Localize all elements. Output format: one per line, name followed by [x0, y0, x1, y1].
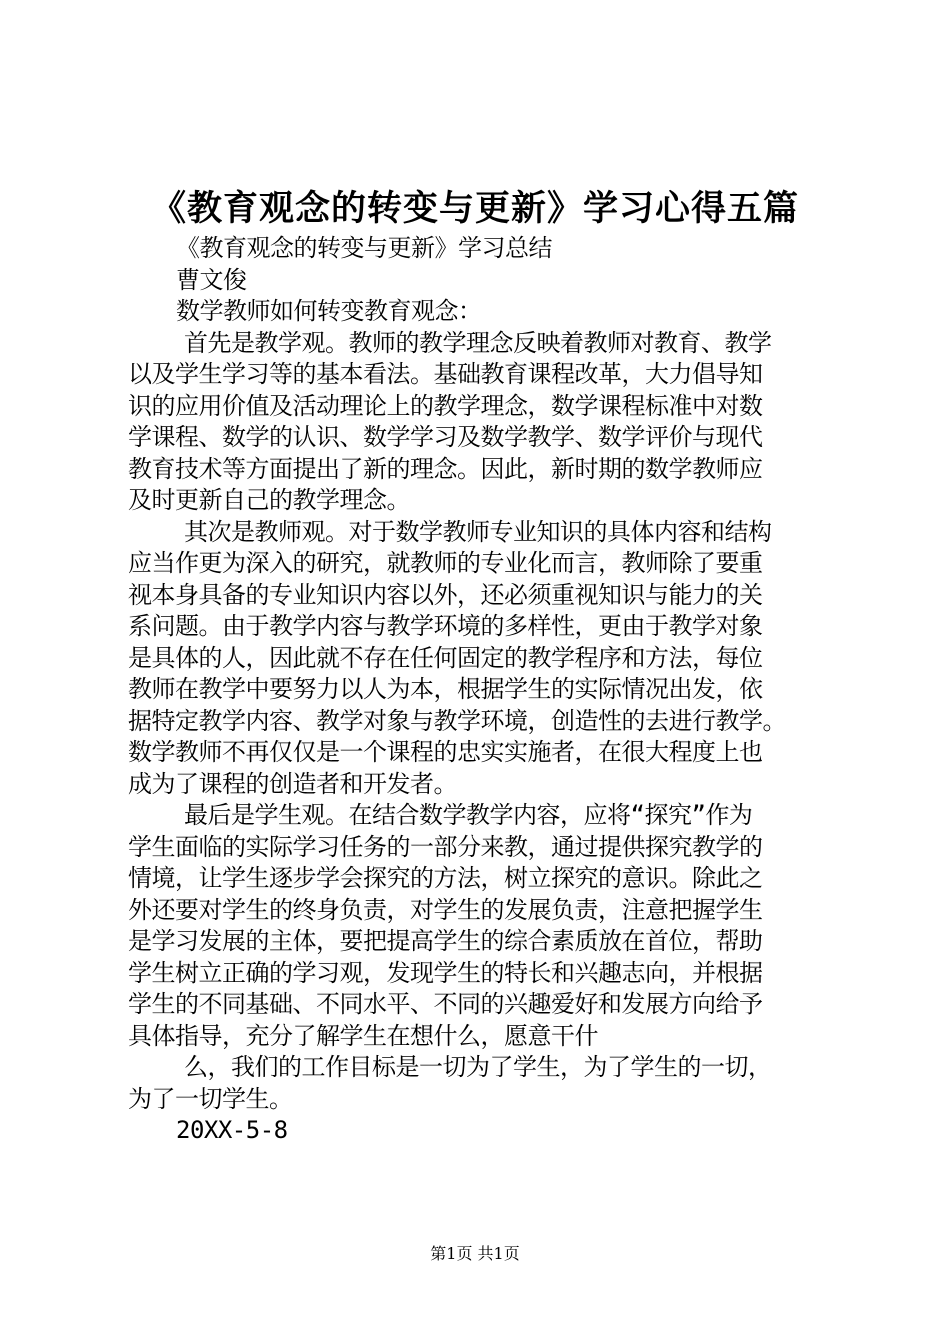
paragraph-line: 数学教师不再仅仅是一个课程的忠实实施者，在很大程度上也	[128, 738, 763, 766]
paragraph-teaching-view	[128, 328, 848, 517]
section-question: 数学教师如何转变教育观念：	[176, 297, 482, 325]
paragraph-line: 教育技术等方面提出了新的理念。因此，新时期的数学教师应	[128, 454, 763, 483]
paragraph-line: 是学习发展的主体，要把提高学生的综合素质放在首位，帮助	[128, 927, 763, 955]
paragraph-line: 以及学生学习等的基本看法。基础教育课程改革，大力倡导知	[128, 360, 763, 388]
paragraph-teacher-view	[128, 517, 848, 801]
paragraph-line: 识的应用价值及活动理论上的教学理念，数学课程标准中对数	[128, 391, 763, 420]
paragraph-line: 学生面临的实际学习任务的一部分来教，通过提供探究教学的	[128, 832, 763, 861]
paragraph-student-view	[128, 800, 848, 1052]
document-title: 《教育观念的转变与更新》学习心得五篇	[150, 188, 799, 229]
paragraph-line: 系问题。由于教学内容与教学环境的多样性，更由于教学对象	[128, 612, 763, 640]
paragraph-line: 是具体的人，因此就不存在任何固定的教学程序和方法，每位	[128, 643, 763, 672]
paragraph-line: 具体指导，充分了解学生在想什么，愿意干什	[128, 1021, 598, 1050]
summary-heading: 《教育观念的转变与更新》学习总结	[176, 234, 552, 262]
paragraph-line: 最后是学生观。在结合数学教学内容，应将“探究”作为	[184, 801, 753, 829]
paragraph-line: 情境，让学生逐步学会探究的方法，树立探究的意识。除此之	[128, 864, 763, 892]
paragraph-line: 学生树立正确的学习观，发现学生的特长和兴趣志向，并根据	[128, 958, 763, 987]
paragraph-line: 么，我们的工作目标是一切为了学生，为了学生的一切，	[184, 1053, 772, 1081]
paragraph-line: 及时更新自己的教学理念。	[128, 486, 410, 514]
paragraph-line: 外还要对学生的终身负责，对学生的发展负责，注意把握学生	[128, 895, 763, 924]
paragraph-line: 首先是教学观。教师的教学理念反映着教师对教育、教学	[184, 328, 772, 357]
paragraph-line: 学课程、数学的认识、数学学习及数学教学、数学评价与现代	[128, 423, 763, 451]
document-body	[128, 233, 848, 1147]
paragraph-line: 视本身具备的专业知识内容以外，还必须重视知识与能力的关	[128, 580, 763, 609]
paragraph-conclusion	[128, 1052, 848, 1115]
document-date: 20XX-5-8	[176, 1116, 288, 1144]
paragraph-line: 据特定教学内容、教学对象与教学环境，创造性的去进行教学。	[128, 706, 786, 735]
paragraph-line: 应当作更为深入的研究，就教师的专业化而言，教师除了要重	[128, 549, 763, 577]
paragraph-line: 为了一切学生。	[128, 1084, 293, 1113]
author-name: 曹文俊	[176, 265, 247, 294]
paragraph-line: 学生的不同基础、不同水平、不同的兴趣爱好和发展方向给予	[128, 990, 763, 1018]
paragraph-line: 教师在教学中要努力以人为本，根据学生的实际情况出发，依	[128, 675, 763, 703]
page-number-footer: 第1页 共1页	[430, 1244, 520, 1263]
paragraph-line: 成为了课程的创造者和开发者。	[128, 769, 457, 798]
paragraph-line: 其次是教师观。对于数学教师专业知识的具体内容和结构	[184, 517, 772, 546]
